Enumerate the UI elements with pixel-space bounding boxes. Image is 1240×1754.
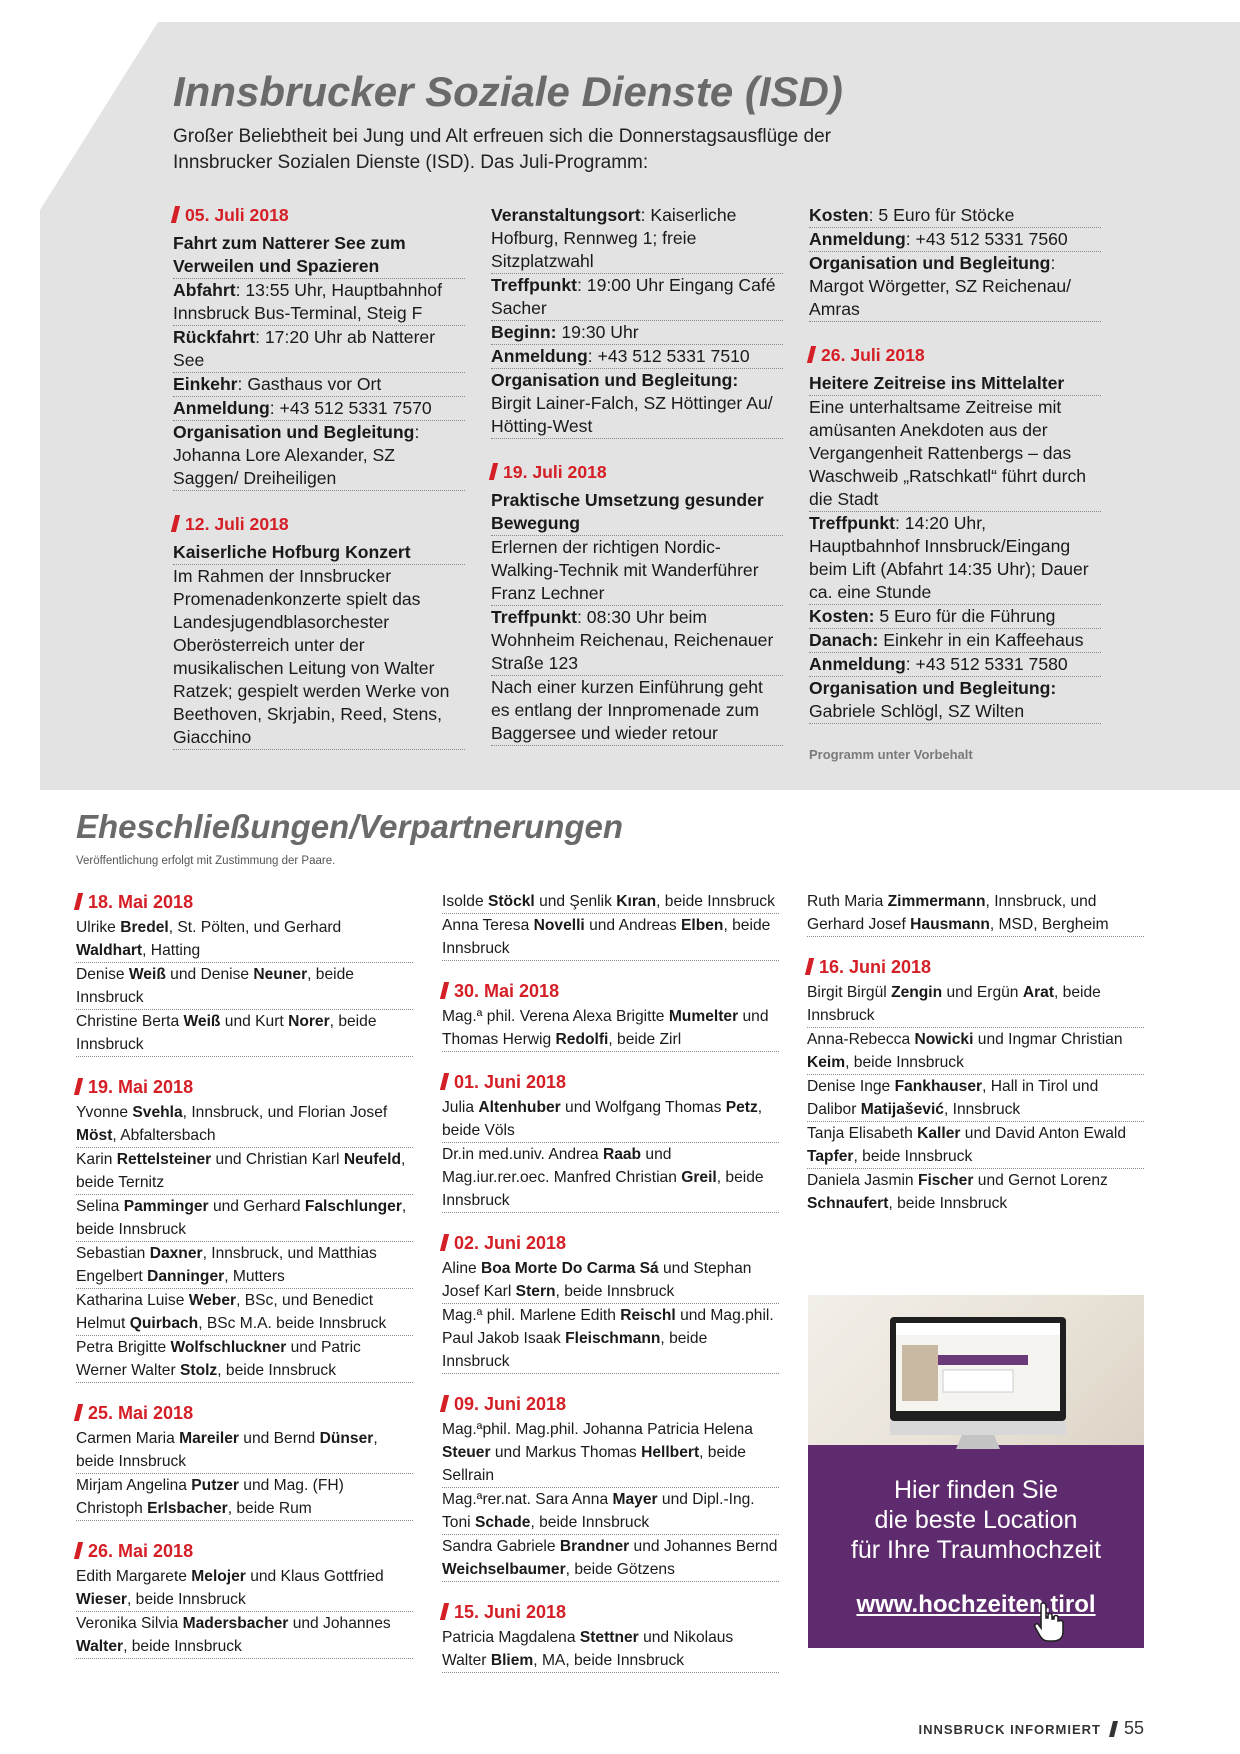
event-detail: Anmeldung: +43 512 5331 7510 [491,345,783,369]
isd-column-2 [491,204,783,746]
event-detail: Anmeldung: +43 512 5331 7560 [809,228,1101,252]
event-description: Erlernen der richtigen Nordic-Walking-Technik mit Wanderführer Franz Lechner [491,536,783,606]
ad-headline: Hier finden Sie die beste Location für Ihre Traumhochzeit [850,1476,1102,1564]
wedding-date: 25. Mai 2018 [76,1401,413,1425]
event-title: Fahrt zum Natterer See zum Verweilen und Spazieren [173,232,465,279]
event-description: Eine unterhaltsame Zeitreise mit amüsanten Anekdoten aus der Vergangenheit Rattenbergs – das Waschweib „Ratschkatl“ führt durch die Stadt [809,396,1101,512]
wedding-entry: Mag.ª phil. Marlene Edith Reischl und Mag.phil. Paul Jakob Isaak Fleischmann, beide Innsbruck [442,1304,779,1374]
event-date: 19. Juli 2018 [491,461,783,483]
isd-column-3 [809,204,1101,724]
wedding-date: 09. Juni 2018 [442,1392,779,1416]
event-detail: Anmeldung: +43 512 5331 7570 [173,397,465,421]
isd-intro: Großer Beliebtheit bei Jung und Alt erfreuen sich die Donnerstagsausflüge der Innsbrucker Sozialen Dienste (ISD). Das Juli-Programm: [173,126,832,173]
wedding-entry: Selina Pamminger und Gerhard Falschlunger, beide Innsbruck [76,1195,413,1242]
event-title: Kaiserliche Hofburg Konzert [173,541,465,565]
weddings-title: Eheschließungen/Verpartnerungen [76,808,624,845]
event-detail: Kosten: 5 Euro für die Führung [809,605,1101,629]
hand-pointer-icon [1033,1601,1065,1643]
event-detail: Danach: Einkehr in ein Kaffeehaus [809,629,1101,653]
publication-name: INNSBRUCK INFORMIERT [918,1722,1101,1737]
event-detail: Treffpunkt: 14:20 Uhr, Hauptbahnhof Innsbruck/Eingang beim Lift (Abfahrt 14:35 Uhr); Dauer ca. eine Stunde [809,512,1101,605]
wedding-date: 26. Mai 2018 [76,1539,413,1563]
event-note: Nach einer kurzen Einführung geht es entlang der Innpromenade zum Baggersee und wieder retour [491,676,783,746]
wedding-entry: Dr.in med.univ. Andrea Raab und Mag.iur.rer.oec. Manfred Christian Greil, beide Innsbruck [442,1143,779,1213]
wedding-entry: Anna Teresa Novelli und Andreas Elben, beide Innsbruck [442,914,779,961]
isd-title: Innsbrucker Soziale Dienste (ISD) [173,68,843,115]
event-detail: Anmeldung: +43 512 5331 7580 [809,653,1101,677]
page-footer [918,1718,1144,1739]
wedding-entry: Mag.ªrer.nat. Sara Anna Mayer und Dipl.-Ing. Toni Schade, beide Innsbruck [442,1488,779,1535]
monitor-icon [888,1315,1068,1455]
wedding-entry: Aline Boa Morte Do Carma Sá und Stephan Josef Karl Stern, beide Innsbruck [442,1257,779,1304]
wedding-entry: Karin Rettelsteiner und Christian Karl Neufeld, beide Ternitz [76,1148,413,1195]
program-disclaimer: Programm unter Vorbehalt [809,747,973,762]
wedding-date: 15. Juni 2018 [442,1600,779,1624]
wedding-entry: Katharina Luise Weber, BSc, und Benedict Helmut Quirbach, BSc M.A. beide Innsbruck [76,1289,413,1336]
wedding-entry: Denise Weiß und Denise Neuner, beide Innsbruck [76,963,413,1010]
wedding-entry: Sebastian Daxner, Innsbruck, und Matthias Engelbert Danninger, Mutters [76,1242,413,1289]
event-description: Im Rahmen der Innsbrucker Promenadenkonzerte spielt das Landesjugendblasorchester Oberösterreich unter der musikalischen Leitung von Walter Ratzek; gespielt werden Werke von Beethoven, Skrjabin, Reed, Stens, Giacchino [173,565,465,750]
event-date: 05. Juli 2018 [173,204,465,226]
event-title: Praktische Umsetzung gesunder Bewegung [491,489,783,536]
wedding-entry: Mag.ªphil. Mag.phil. Johanna Patricia Helena Steuer und Markus Thomas Hellbert, beide Sellrain [442,1418,779,1488]
weddings-column-3 [807,890,1144,1215]
wedding-entry: Carmen Maria Mareiler und Bernd Dünser, beide Innsbruck [76,1427,413,1474]
wedding-entry: Julia Altenhuber und Wolfgang Thomas Petz, beide Völs [442,1096,779,1143]
event-date: 26. Juli 2018 [809,344,1101,366]
wedding-entry: Ulrike Bredel, St. Pölten, und Gerhard Waldhart, Hatting [76,916,413,963]
footer-separator [1109,1721,1118,1737]
event-detail: Abfahrt: 13:55 Uhr, Hauptbahnhof Innsbruck Bus-Terminal, Steig F [173,279,465,326]
event-detail: Organisation und Begleitung: Gabriele Schlögl, SZ Wilten [809,677,1101,724]
event-detail: Veranstaltungsort: Kaiserliche Hofburg, Rennweg 1; freie Sitzplatzwahl [491,204,783,274]
wedding-entry: Tanja Elisabeth Kaller und David Anton Ewald Tapfer, beide Innsbruck [807,1122,1144,1169]
wedding-entry: Daniela Jasmin Fischer und Gernot Lorenz Schnaufert, beide Innsbruck [807,1172,1108,1212]
event-detail: Beginn: 19:30 Uhr [491,321,783,345]
wedding-entry: Yvonne Svehla, Innsbruck, und Florian Josef Möst, Abfaltersbach [76,1101,413,1148]
wedding-entry: Petra Brigitte Wolfschluckner und Patric Werner Walter Stolz, beide Innsbruck [76,1336,413,1383]
wedding-date: 19. Mai 2018 [76,1075,413,1099]
isd-column-1 [173,204,465,750]
wedding-date: 16. Juni 2018 [807,955,1144,979]
wedding-date: 01. Juni 2018 [442,1070,779,1094]
event-date: 12. Juli 2018 [173,513,465,535]
wedding-entry: Ruth Maria Zimmermann, Innsbruck, und Gerhard Josef Hausmann, MSD, Bergheim [807,890,1144,937]
event-title: Heitere Zeitreise ins Mittelalter [809,372,1101,396]
wedding-entry: Isolde Stöckl und Şenlik Kıran, beide Innsbruck [442,890,779,914]
wedding-entry: Denise Inge Fankhauser, Hall in Tirol und Dalibor Matijašević, Innsbruck [807,1075,1144,1122]
wedding-entry: Anna-Rebecca Nowicki und Ingmar Christian Keim, beide Innsbruck [807,1028,1144,1075]
wedding-date: 18. Mai 2018 [76,890,413,914]
event-detail: Organisation und Begleitung: Birgit Lainer-Falch, SZ Höttinger Au/ Hötting-West [491,369,783,439]
event-detail: Einkehr: Gasthaus vor Ort [173,373,465,397]
event-detail: Organisation und Begleitung: Johanna Lore Alexander, SZ Saggen/ Dreiheiligen [173,421,465,491]
weddings-column-2 [442,890,779,1673]
event-detail: Treffpunkt: 19:00 Uhr Eingang Café Sacher [491,274,783,321]
weddings-column-1 [76,890,413,1659]
wedding-entry: Edith Margarete Melojer und Klaus Gottfried Wieser, beide Innsbruck [76,1565,413,1612]
wedding-entry: Mirjam Angelina Putzer und Mag. (FH) Christoph Erlsbacher, beide Rum [76,1474,413,1521]
wedding-date: 02. Juni 2018 [442,1231,779,1255]
event-detail: Organisation und Begleitung: Margot Wörgetter, SZ Reichenau/ Amras [809,252,1101,322]
weddings-subtitle: Veröffentlichung erfolgt mit Zustimmung der Paare. [76,855,336,867]
event-detail: Kosten: 5 Euro für Stöcke [809,204,1101,228]
wedding-date: 30. Mai 2018 [442,979,779,1003]
wedding-location-ad[interactable] [808,1295,1144,1648]
event-detail: Treffpunkt: 08:30 Uhr beim Wohnheim Reichenau, Reichenauer Straße 123 [491,606,783,676]
wedding-entry: Veronika Silvia Madersbacher und Johannes Walter, beide Innsbruck [76,1612,413,1659]
page-number: 55 [1123,1718,1144,1738]
wedding-entry: Mag.ª phil. Verena Alexa Brigitte Mumelter und Thomas Herwig Redolfi, beide Zirl [442,1005,779,1052]
wedding-entry: Christine Berta Weiß und Kurt Norer, beide Innsbruck [76,1010,413,1057]
wedding-entry: Patricia Magdalena Stettner und Nikolaus Walter Bliem, MA, beide Innsbruck [442,1626,779,1673]
ad-url-link[interactable]: www.hochzeiten.tirol [856,1591,1096,1618]
wedding-entry: Birgit Birgül Zengin und Ergün Arat, beide Innsbruck [807,981,1144,1028]
wedding-entry: Sandra Gabriele Brandner und Johannes Bernd Weichselbaumer, beide Götzens [442,1535,779,1582]
event-detail: Rückfahrt: 17:20 Uhr ab Natterer See [173,326,465,373]
